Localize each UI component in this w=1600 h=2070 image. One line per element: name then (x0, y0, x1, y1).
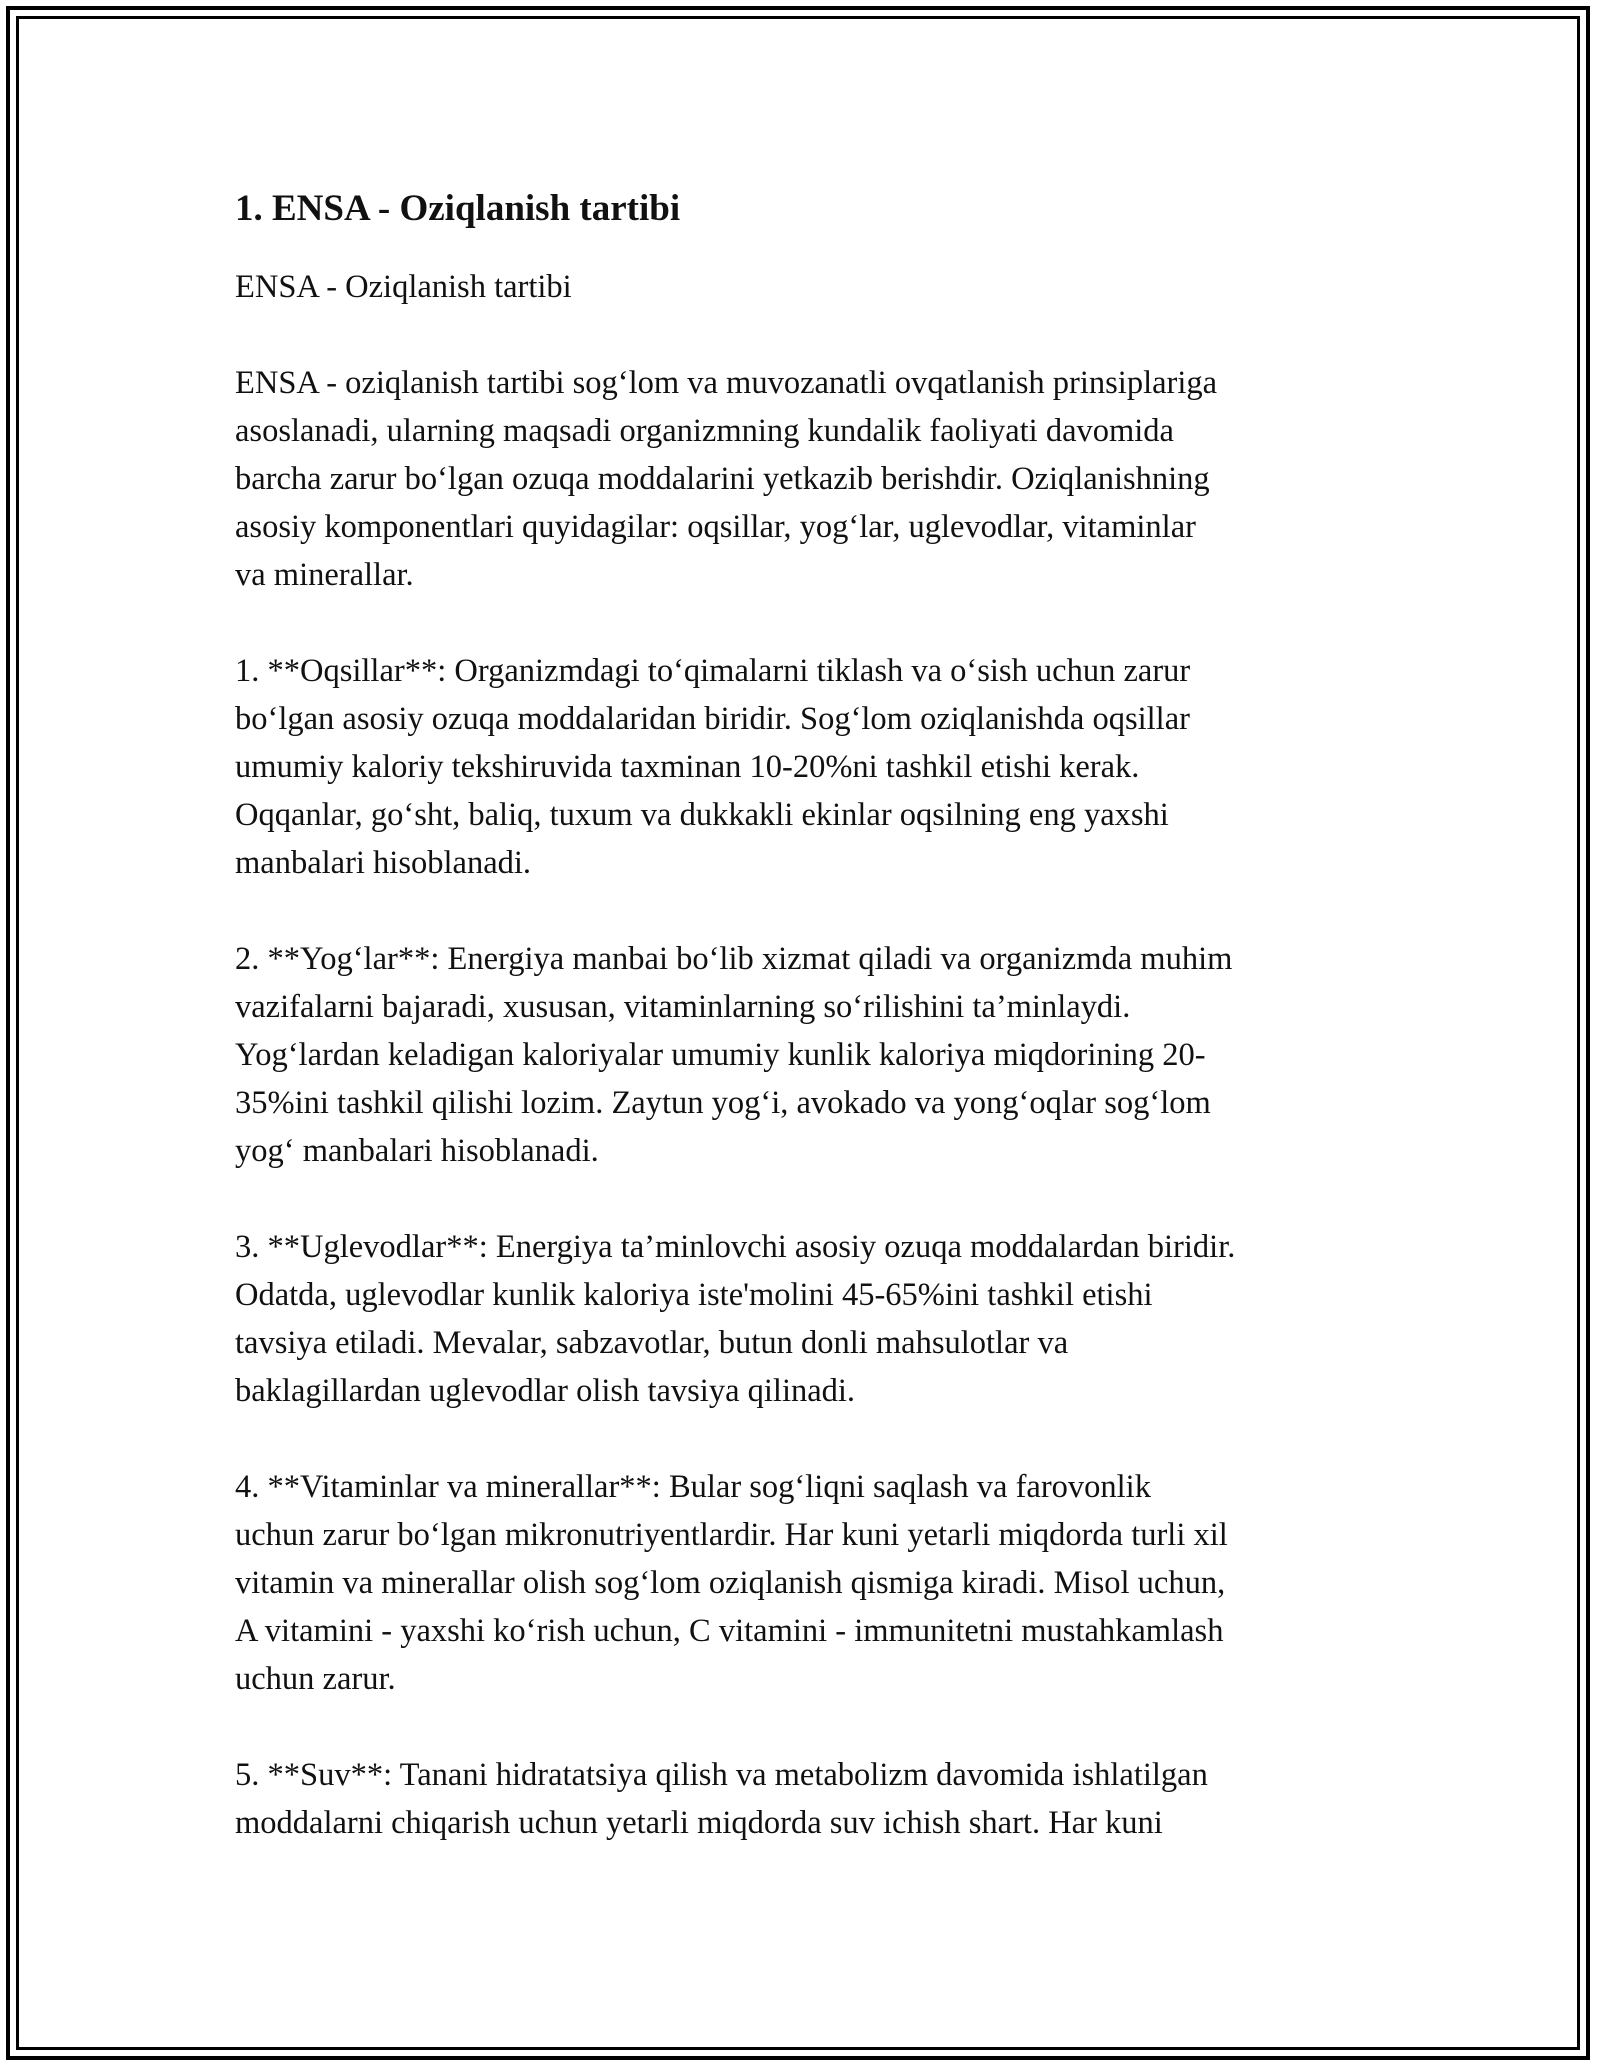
text-line: ENSA - oziqlanish tartibi sog‘lom va muvozanatli ovqatlanish prinsiplariga (235, 365, 1218, 401)
text-line: uchun zarur. (235, 1661, 396, 1697)
text-line: uchun zarur bo‘lgan mikronutriyentlardir. Har kuni yetarli miqdorda turli xil (235, 1517, 1228, 1553)
text-line: yog‘ manbalari hisoblanadi. (235, 1133, 599, 1169)
document-body (235, 185, 1375, 1895)
text-line: vitamin va minerallar olish sog‘lom oziqlanish qismiga kiradi. Misol uchun, (235, 1565, 1226, 1601)
carbohydrates-paragraph (235, 1223, 1375, 1415)
text-line: barcha zarur bo‘lgan ozuqa moddalarini yetkazib berishdir. Oziqlanishning (235, 461, 1210, 497)
text-line: bo‘lgan asosiy ozuqa moddalaridan biridir. Sog‘lom oziqlanishda oqsillar (235, 701, 1190, 737)
document-subtitle: ENSA - Oziqlanish tartibi (235, 269, 572, 305)
text-line: Oqqanlar, go‘sht, baliq, tuxum va dukkakli ekinlar oqsilning eng yaxshi (235, 797, 1169, 833)
text-line: 1. **Oqsillar**: Organizmdagi to‘qimalarni tiklash va o‘sish uchun zarur (235, 653, 1191, 689)
text-line: 4. **Vitaminlar va minerallar**: Bular sog‘liqni saqlash va farovonlik (235, 1469, 1151, 1505)
proteins-paragraph (235, 647, 1375, 887)
text-line: 35%ini tashkil qilishi lozim. Zaytun yog‘i, avokado va yong‘oqlar sog‘lom (235, 1085, 1211, 1121)
text-line: vazifalarni bajaradi, xususan, vitaminlarning so‘rilishini ta’minlaydi. (235, 989, 1131, 1025)
text-line: 2. **Yog‘lar**: Energiya manbai bo‘lib xizmat qiladi va organizmda muhim (235, 941, 1233, 977)
text-line: umumiy kaloriy tekshiruvida taxminan 10-20%ni tashkil etishi kerak. (235, 749, 1140, 785)
text-line: 3. **Uglevodlar**: Energiya ta’minlovchi asosiy ozuqa moddalardan biridir. (235, 1229, 1236, 1265)
text-line: 5. **Suv**: Tanani hidratatsiya qilish va metabolizm davomida ishlatilgan (235, 1757, 1208, 1793)
text-line: tavsiya etiladi. Mevalar, sabzavotlar, butun donli mahsulotlar va (235, 1325, 1069, 1361)
text-line: moddalarni chiqarish uchun yetarli miqdorda suv ichish shart. Har kuni (235, 1805, 1163, 1841)
text-line: A vitamini - yaxshi ko‘rish uchun, C vitamini - immunitetni mustahkamlash (235, 1613, 1224, 1649)
text-line: baklagillardan uglevodlar olish tavsiya qilinadi. (235, 1373, 856, 1409)
fats-paragraph (235, 935, 1375, 1175)
intro-paragraph (235, 359, 1375, 599)
text-line: manbalari hisoblanadi. (235, 845, 532, 881)
water-paragraph (235, 1751, 1375, 1847)
document-title: 1. ENSA - Oziqlanish tartibi (235, 188, 681, 229)
text-line: va minerallar. (235, 557, 414, 593)
vitamins-paragraph (235, 1463, 1375, 1703)
text-line: asoslanadi, ularning maqsadi organizmning kundalik faoliyati davomida (235, 413, 1174, 449)
text-line: Odatda, uglevodlar kunlik kaloriya iste'molini 45-65%ini tashkil etishi (235, 1277, 1153, 1313)
text-line: asosiy komponentlari quyidagilar: oqsillar, yog‘lar, uglevodlar, vitaminlar (235, 509, 1196, 545)
text-line: Yog‘lardan keladigan kaloriyalar umumiy kunlik kaloriya miqdorining 20- (235, 1037, 1206, 1073)
